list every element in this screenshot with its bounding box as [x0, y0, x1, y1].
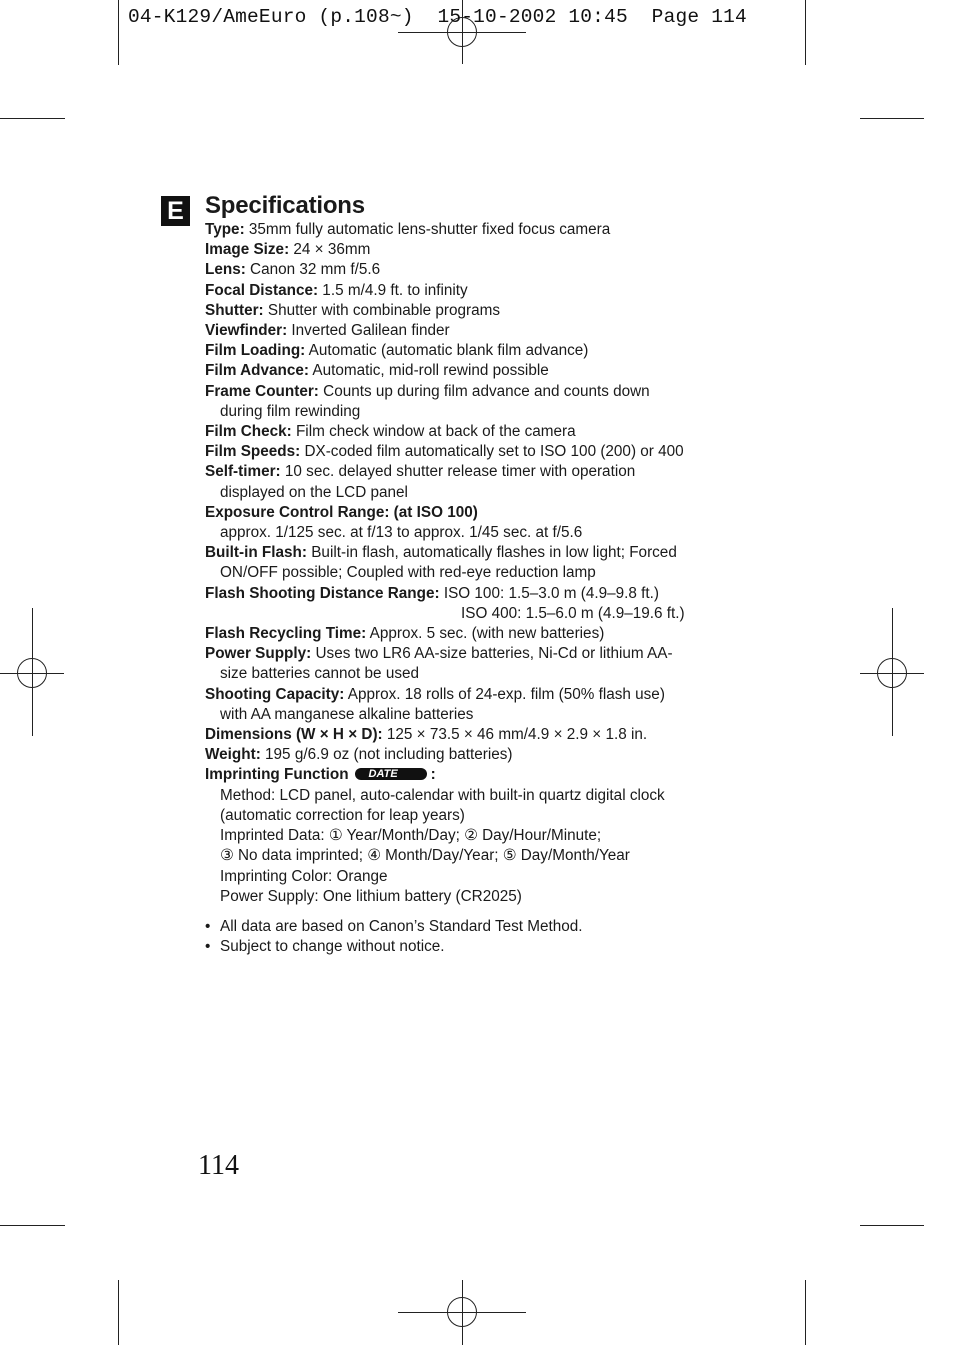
- imprinting-line: Power Supply: One lithium battery (CR2025): [220, 887, 522, 905]
- bullet-icon: •: [205, 917, 211, 935]
- spec-frame-counter: Frame Counter: Counts up during film advance and counts down: [205, 382, 650, 400]
- spec-film-speeds: Film Speeds: DX-coded film automatically set to ISO 100 (200) or 400: [205, 443, 684, 461]
- spec-flash-range: Flash Shooting Distance Range: ISO 100: 1.5–3.0 m (4.9–9.8 ft.): [205, 584, 659, 602]
- spec-imprinting-function: Imprinting Function DATE :: [205, 766, 436, 784]
- spec-power-supply-cont: size batteries cannot be used: [220, 665, 419, 683]
- specifications-section: [205, 191, 745, 957]
- spec-frame-counter-cont: during film rewinding: [220, 402, 361, 420]
- spec-film-loading: Film Loading: Automatic (automatic blank film advance): [205, 342, 589, 360]
- spec-lens: Lens: Canon 32 mm f/5.6: [205, 261, 381, 279]
- spec-power-supply: Power Supply: Uses two LR6 AA-size batteries, Ni-Cd or lithium AA-: [205, 645, 673, 663]
- imprinting-line: ③ No data imprinted; ④ Month/Day/Year; ⑤ Day/Month/Year: [220, 847, 630, 865]
- imprinting-line: Imprinted Data: ① Year/Month/Day; ② Day/Hour/Minute;: [220, 827, 602, 845]
- spec-exposure-value: approx. 1/125 sec. at f/13 to approx. 1/45 sec. at f/5.6: [220, 524, 583, 542]
- page-title: Specifications: [205, 192, 365, 219]
- notes-list: [205, 917, 745, 957]
- spec-self-timer: Self-timer: 10 sec. delayed shutter release timer with operation: [205, 463, 636, 481]
- spec-list: [205, 220, 745, 907]
- spec-flash-range-iso400: ISO 400: 1.5–6.0 m (4.9–19.6 ft.): [461, 604, 685, 622]
- spec-shooting-capacity-cont: with AA manganese alkaline batteries: [220, 705, 474, 723]
- spec-self-timer-cont: displayed on the LCD panel: [220, 483, 408, 501]
- note-item: • All data are based on Canon’s Standard Test Method.: [205, 917, 745, 937]
- spec-shooting-capacity: Shooting Capacity: Approx. 18 rolls of 24-exp. film (50% flash use): [205, 685, 665, 703]
- registration-mark-right: [877, 658, 907, 688]
- spec-exposure-label: Exposure Control Range: (at ISO 100): [205, 503, 478, 521]
- spec-focal-distance: Focal Distance: 1.5 m/4.9 ft. to infinity: [205, 281, 468, 299]
- spec-builtin-flash: Built-in Flash: Built-in flash, automatically flashes in low light; Forced: [205, 544, 677, 562]
- spec-film-advance: Film Advance: Automatic, mid-roll rewind possible: [205, 362, 549, 380]
- print-slug: 04-K129/AmeEuro (p.108~) 15-10-2002 10:45 Page 114: [128, 6, 747, 28]
- date-mode-icon: DATE: [355, 768, 427, 780]
- section-badge: E: [161, 196, 190, 226]
- imprinting-line: Method: LCD panel, auto-calendar with built-in quartz digital clock: [220, 786, 665, 804]
- imprinting-line: (automatic correction for leap years): [220, 806, 465, 824]
- spec-shutter: Shutter: Shutter with combinable programs: [205, 301, 501, 319]
- spec-dimensions: Dimensions (W × H × D): 125 × 73.5 × 46 mm/4.9 × 2.9 × 1.8 in.: [205, 726, 648, 744]
- registration-mark-bottom: [447, 1297, 477, 1327]
- spec-weight: Weight: 195 g/6.9 oz (not including batteries): [205, 746, 513, 764]
- registration-mark-left: [17, 658, 47, 688]
- spec-viewfinder: Viewfinder: Inverted Galilean finder: [205, 322, 450, 340]
- spec-image-size: Image Size: 24 × 36mm: [205, 241, 371, 259]
- spec-film-check: Film Check: Film check window at back of the camera: [205, 423, 576, 441]
- spec-type: Type: 35mm fully automatic lens-shutter fixed focus camera: [205, 221, 611, 238]
- page-number: 114: [198, 1150, 239, 1181]
- bullet-icon: •: [205, 938, 211, 956]
- spec-flash-recycling: Flash Recycling Time: Approx. 5 sec. (with new batteries): [205, 625, 605, 643]
- imprinting-line: Imprinting Color: Orange: [220, 867, 388, 885]
- spec-builtin-flash-cont: ON/OFF possible; Coupled with red-eye reduction lamp: [220, 564, 596, 582]
- note-item: • Subject to change without notice.: [205, 937, 745, 957]
